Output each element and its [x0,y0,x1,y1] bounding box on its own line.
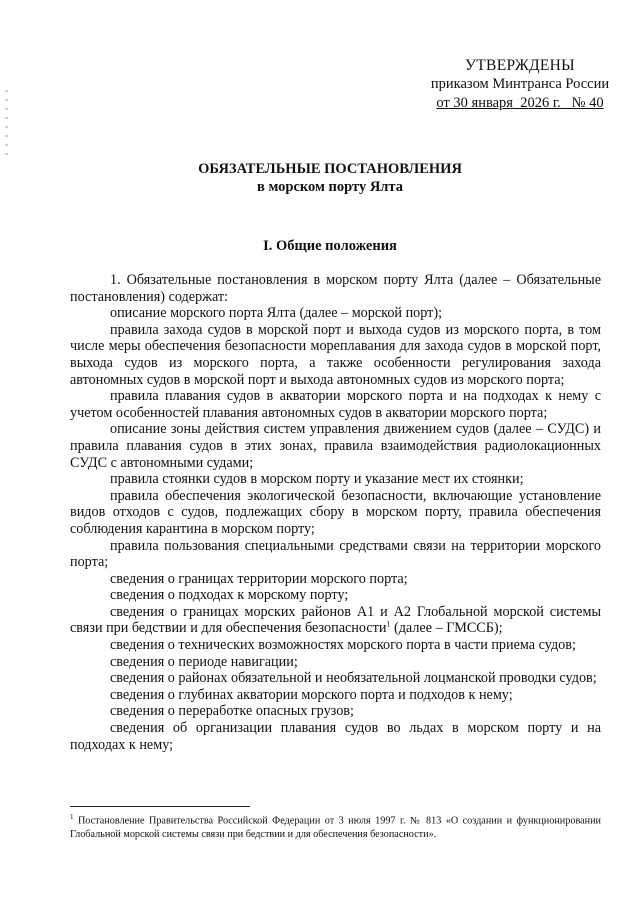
section-heading: I. Общие положения [263,238,397,254]
paragraph: сведения о районах обязательной и необязательной лоцманской проводки судов; [110,670,597,687]
body-text [70,272,601,753]
approval-date-number: от 30 января 2026 г. № 40 [436,95,604,111]
footnote-number: 1 [70,813,74,821]
footnote [70,810,601,842]
paragraph: сведения о подходах к морскому порту; [110,587,349,604]
paragraph-tail: (далее – ГМССБ); [390,620,503,637]
paragraph: правила обеспечения экологической безопасности, включающие установление видов отходов с судов, подлежащих сбору в морском порту, правила обеспечения соблюдения карантина в морском порту; [70,487,601,537]
paragraph: сведения о периоде навигации; [110,653,298,670]
paragraph: правила стоянки судов в морском порту и указание мест их стоянки; [110,471,524,488]
paragraph: 1. Обязательные постановления в морском порту Ялта (далее – Обязательные постановления) содержат: [70,272,601,305]
paragraph: сведения об организации плавания судов во льдах в морском порту и на подходах к нему; [70,720,601,753]
paragraph: описание зоны действия систем управления движением судов (далее – СУДС) и правила плавания судов в этих зонах, правила взаимодействия радиолокационных СУДС с автономными судами; [70,421,601,471]
paragraph: сведения о переработке опасных грузов; [110,703,354,720]
approval-stamp [420,56,620,113]
paragraph: правила плавания судов в акватории морского порта и на подходах к нему с учетом особенностей плавания автономных судов в акватории морского порта; [70,388,601,421]
title-main: ОБЯЗАТЕЛЬНЫЕ ПОСТАНОВЛЕНИЯ [198,161,462,177]
document-title [60,160,600,196]
paragraph: правила пользования специальными средствами связи на территории морского порта; [70,537,601,571]
footnote-divider [70,806,250,807]
paragraph: сведения о границах территории морского порта; [110,570,408,587]
paragraph-text: сведения о границах морских районов А1 и А2 Глобальной морской системы связи при бедствии и для обеспечения безопасности [70,603,601,637]
title-sub: в морском порту Ялта [257,179,403,195]
approval-heading: УТВЕРЖДЕНЫ [465,57,575,74]
paragraph: сведения о глубинах акватории морского порта и подходов к нему; [110,686,513,703]
scan-margin-dots [5,90,8,160]
footnote-marker: 1 [386,619,391,629]
footnote-text: Постановление Правительства Российской Федерации от 3 июля 1997 г. № 813 «О создании и функционировании Глобальной морской системы связи при бедствии и для обеспечения безопасности». [70,815,601,841]
paragraph: правила захода судов в морской порт и выхода судов из морского порта, в том числе меры обеспечения безопасности мореплавания для захода судов в морской порт, выхода судов из морского порта, а также особенности регулирования захода автономных судов в морской порт и выхода автономных судов из морского порта; [70,321,601,388]
paragraph: сведения о технических возможностях морского порта в части приема судов; [110,637,576,654]
paragraph: описание морского порта Ялта (далее – морской порт); [110,305,443,322]
approval-order: приказом Минтранса России [430,76,610,92]
paragraph-with-footnote [70,604,601,637]
